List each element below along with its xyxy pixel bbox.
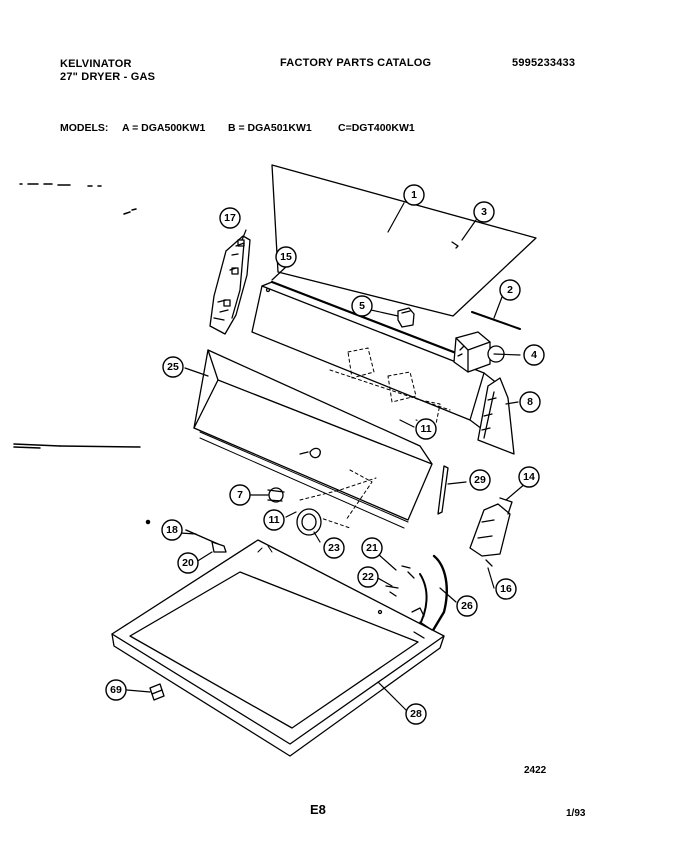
callout-11-lower: 11 [268, 514, 280, 526]
top-panel [272, 165, 536, 316]
callout-26: 26 [461, 600, 473, 612]
callout-2: 2 [507, 284, 513, 296]
callout-69: 69 [110, 684, 122, 696]
revision-date: 1/93 [566, 808, 586, 819]
callout-14: 14 [523, 471, 535, 483]
callout-5: 5 [359, 300, 365, 312]
rod [472, 312, 520, 329]
callout-11-upper: 11 [420, 423, 432, 435]
callout-22: 22 [362, 571, 374, 583]
margin-specks [14, 184, 150, 524]
figure-number: 2422 [524, 765, 547, 776]
knob [268, 488, 284, 502]
product-name: 27" DRYER - GAS [60, 71, 156, 83]
callout-8: 8 [527, 396, 533, 408]
callout-23: 23 [328, 542, 340, 554]
dial [297, 509, 321, 535]
callout-4: 4 [531, 349, 537, 361]
brand-name: KELVINATOR [60, 58, 132, 70]
callout-28: 28 [410, 708, 422, 720]
push-switch [398, 308, 414, 327]
timer [454, 332, 504, 372]
model-b: B = DGA501KW1 [228, 122, 312, 134]
right-end-cap [478, 378, 514, 454]
callout-25: 25 [167, 361, 179, 373]
page-number: E8 [310, 802, 326, 817]
catalog-title: FACTORY PARTS CATALOG [280, 57, 432, 69]
cabinet-top [112, 540, 444, 756]
door-switch [470, 498, 512, 566]
callout-17: 17 [224, 212, 236, 224]
callout-21: 21 [366, 542, 378, 554]
callout-29: 29 [474, 474, 486, 486]
callout-16: 16 [500, 583, 512, 595]
models-label: MODELS: [60, 122, 109, 134]
catalog-number: 5995233433 [512, 57, 576, 69]
callout-7: 7 [237, 489, 243, 501]
callout-20: 20 [182, 557, 194, 569]
model-c: C=DGT400KW1 [338, 122, 415, 134]
bolt [150, 684, 164, 700]
callout-1: 1 [411, 189, 417, 201]
trim-strip [438, 466, 448, 514]
callout-15: 15 [280, 251, 292, 263]
left-end-cap [210, 236, 250, 334]
callout-3: 3 [481, 206, 487, 218]
callout-18: 18 [166, 524, 178, 536]
model-a: A = DGA500KW1 [122, 122, 206, 134]
